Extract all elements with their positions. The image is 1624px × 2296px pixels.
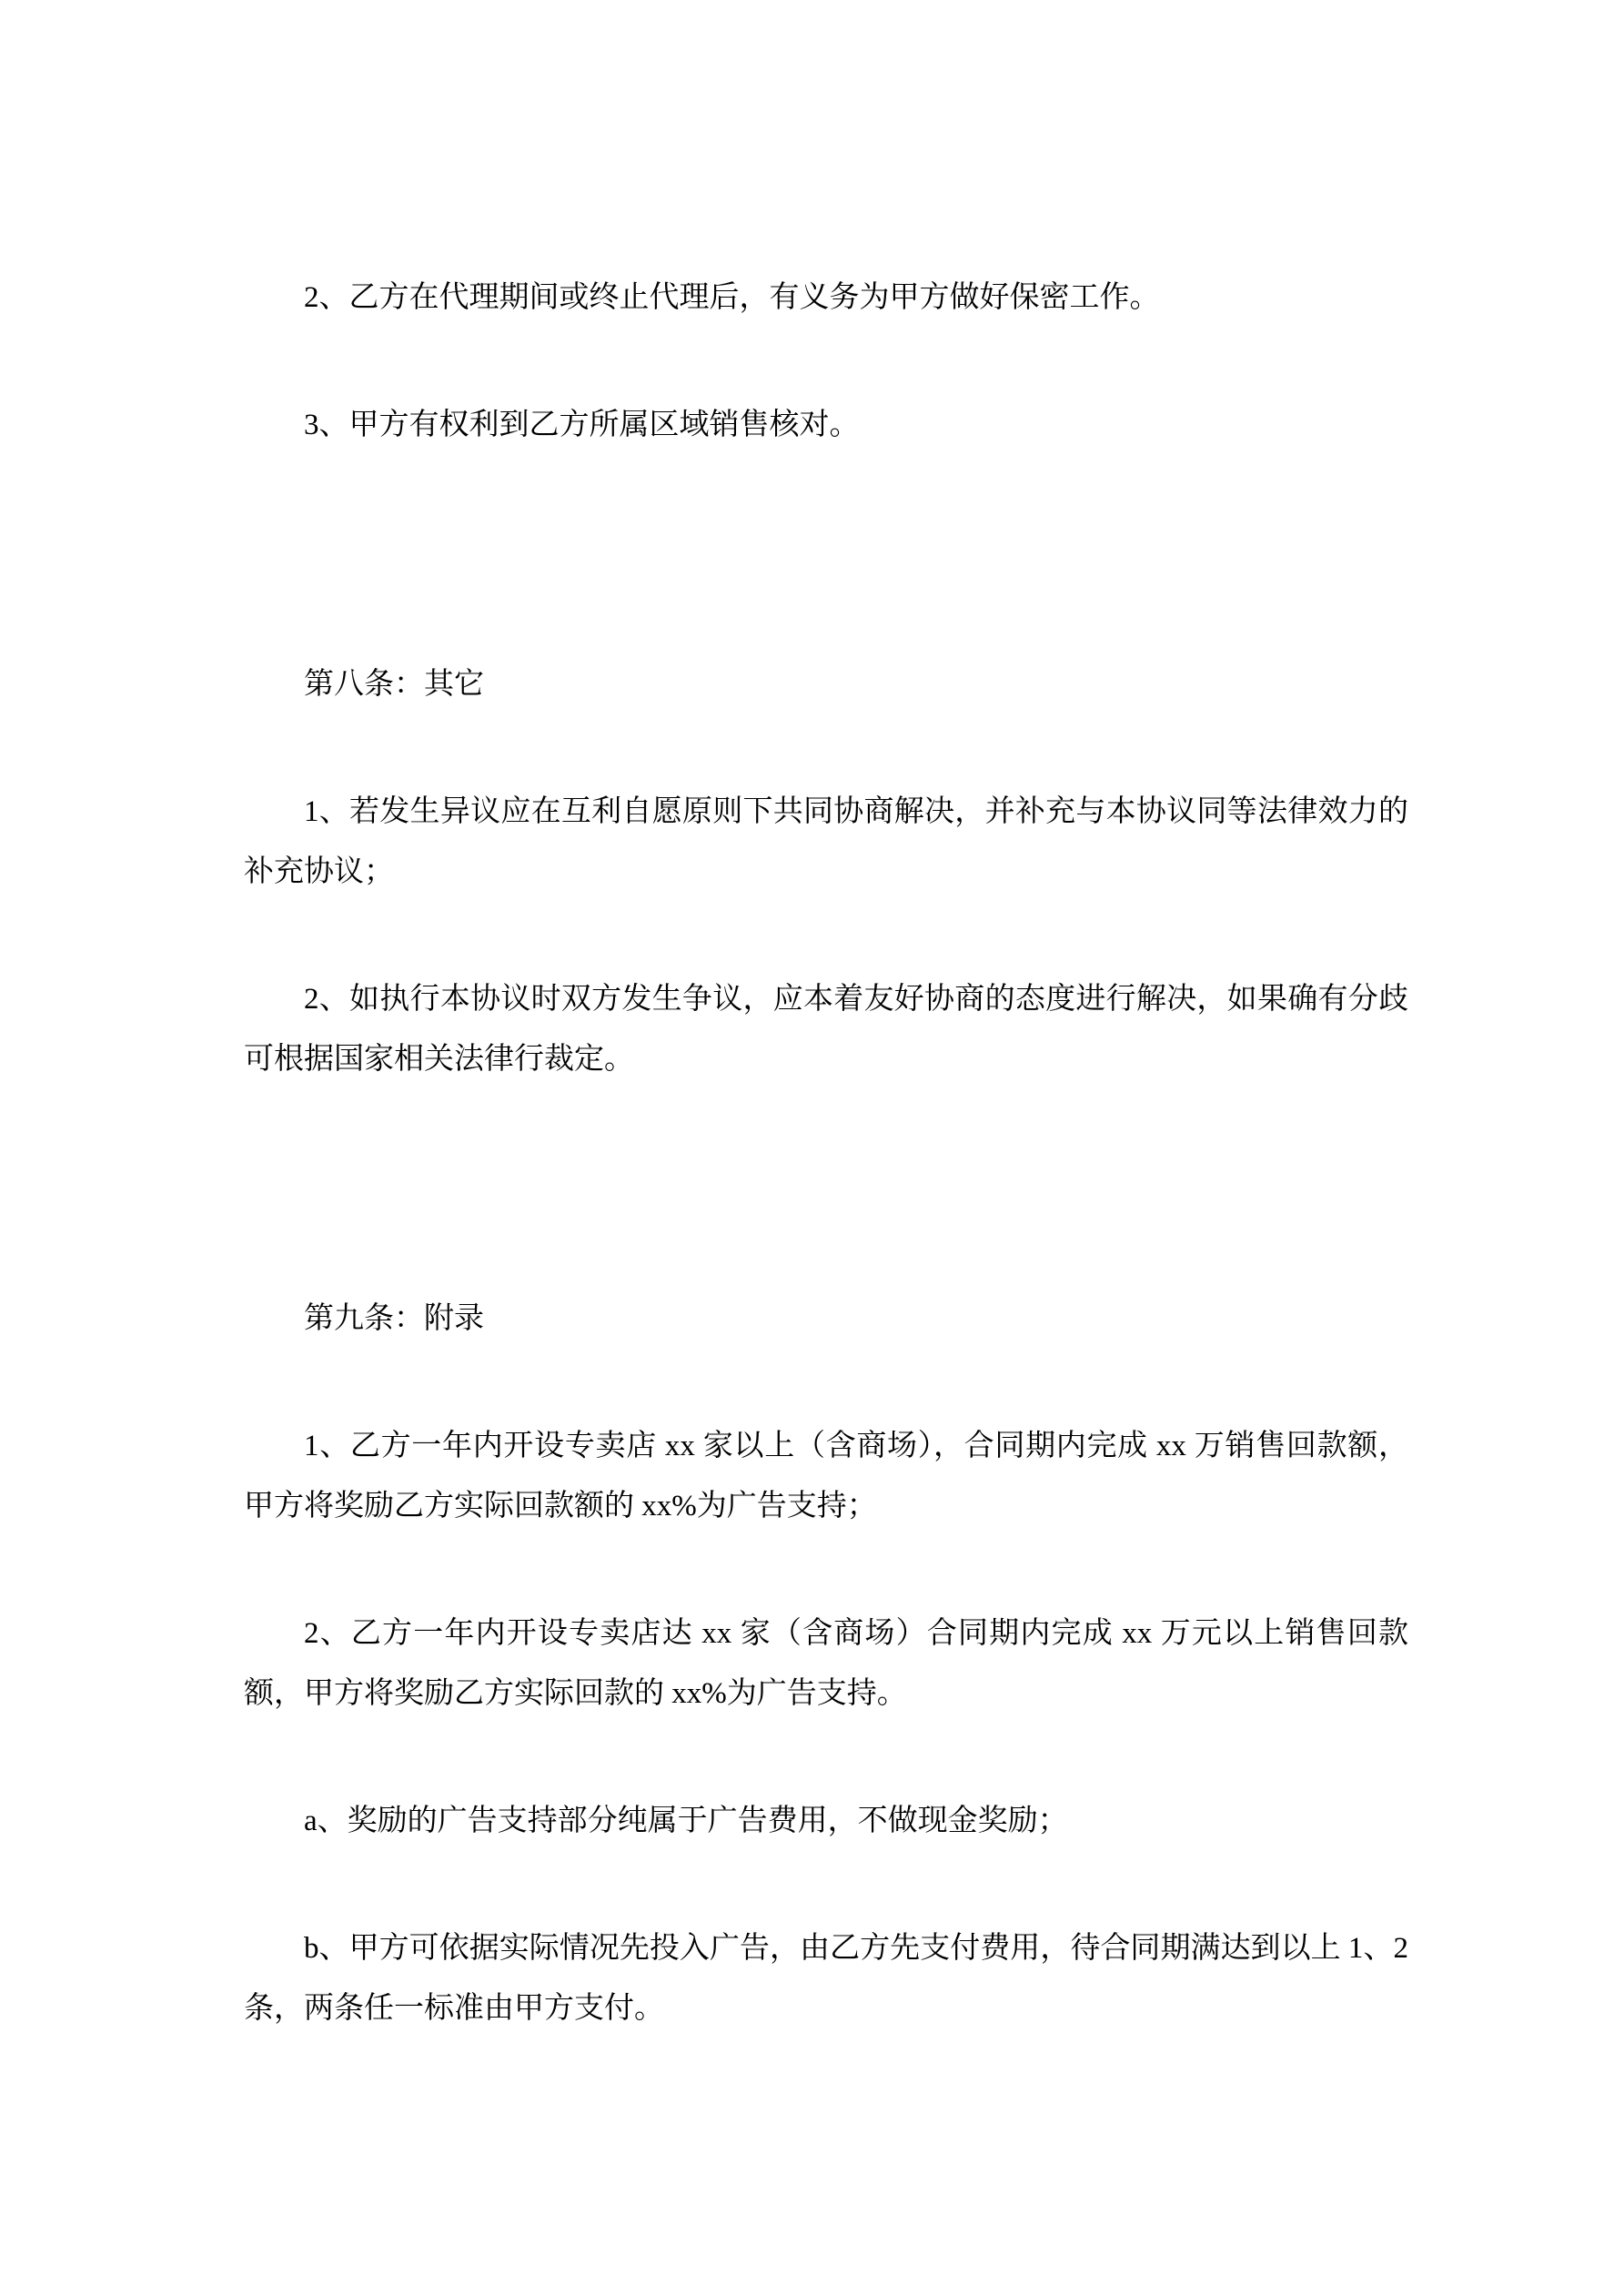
document-paragraph: 2、如执行本协议时双方发生争议，应本着友好协商的态度进行解决，如果确有分歧可根据国家相关法律行裁定。 <box>244 983 1408 1076</box>
document-paragraph: 2、乙方一年内开设专卖店达 xx 家（含商场）合同期内完成 xx 万元以上销售回款额，甲方将奖励乙方实际回款的 xx%为广告支持。 <box>244 1617 1408 1710</box>
content-area <box>244 268 1408 2038</box>
section-heading: 第九条：附录 <box>304 1302 484 1335</box>
document-paragraph: 2、乙方在代理期间或终止代理后，有义务为甲方做好保密工作。 <box>304 281 1160 314</box>
document-paragraph: 1、若发生异议应在互利自愿原则下共同协商解决，并补充与本协议同等法律效力的补充协议； <box>244 795 1408 888</box>
document-paragraph: b、甲方可依据实际情况先投入广告，由乙方先支付费用，待合同期满达到以上 1、2 条，两条任一标准由甲方支付。 <box>244 1932 1408 2025</box>
section-heading: 第八条：其它 <box>304 668 484 701</box>
document-paragraph: a、奖励的广告支持部分纯属于广告费用，不做现金奖励； <box>304 1805 1068 1837</box>
document-paragraph: 3、甲方有权利到乙方所属区域销售核对。 <box>304 409 860 441</box>
document-paragraph: 1、乙方一年内开设专卖店 xx 家以上（含商场），合同期内完成 xx 万销售回款额，甲方将奖励乙方实际回款额的 xx%为广告支持； <box>244 1430 1408 1522</box>
